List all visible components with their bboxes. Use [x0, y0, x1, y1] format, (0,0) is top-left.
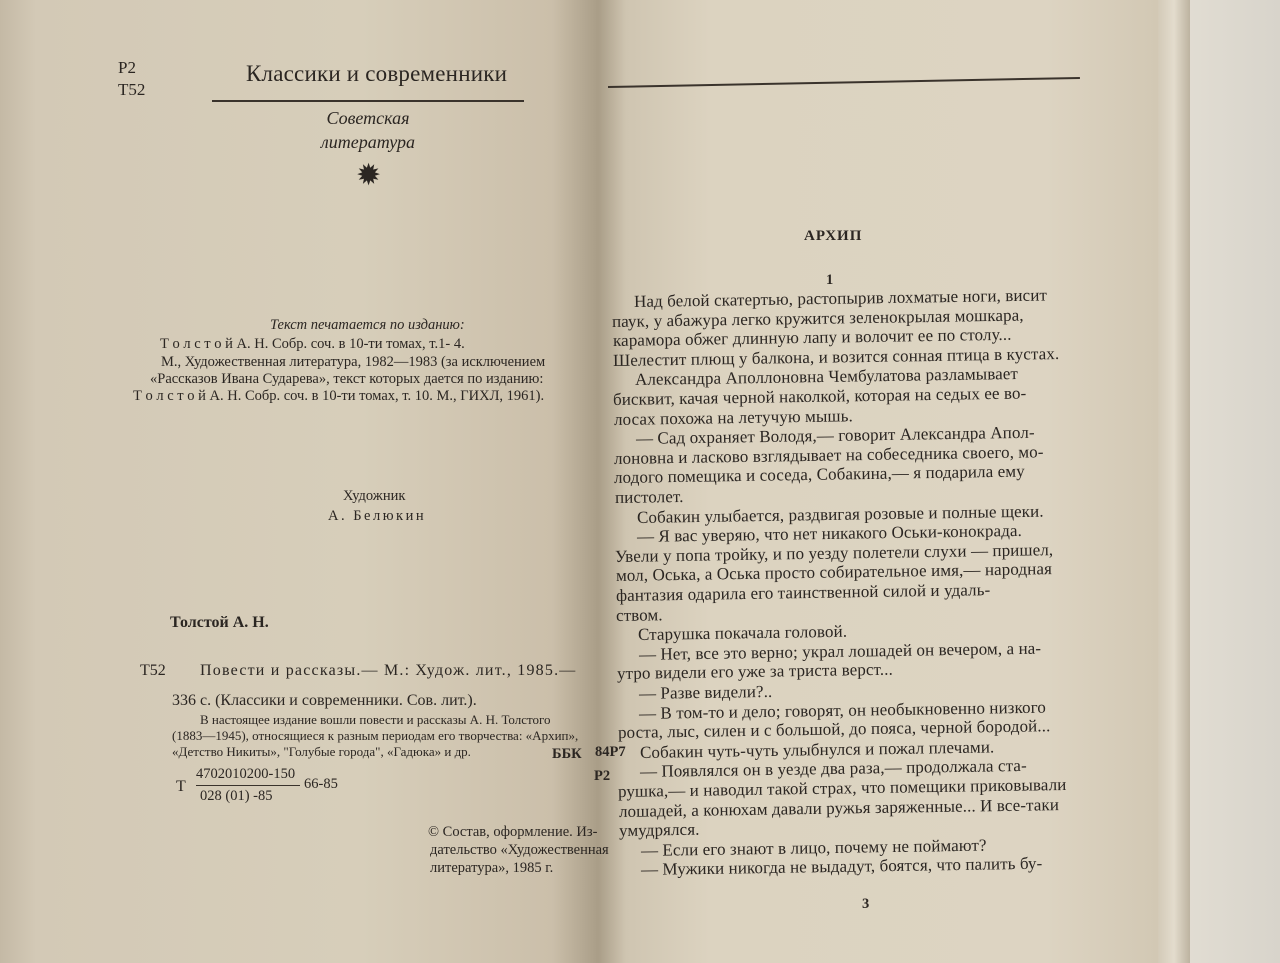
- call-code: Т52: [140, 662, 166, 679]
- annotation-line-2: (1883—1945), относящиеся к разным периодам его творчества: «Архип»,: [172, 728, 579, 743]
- story-line: лошадей, а конюхам давали ружья заряженные... И все-таки: [618, 794, 1059, 821]
- story-line: карамора обжег длинную лапу и волочит ее по столу...: [612, 324, 1012, 351]
- story-line: лодого помещика и соседа, Собакина,— я подарила ему: [614, 461, 1026, 488]
- edition-heading: Текст печатается по изданию:: [270, 317, 465, 333]
- story-line: — Нет, все это верно; украл лошадей он вечером, а на-: [638, 638, 1041, 664]
- edition-line-2: М., Художественная литература, 1982—1983 (за исключением: [161, 354, 546, 370]
- edition-line-1: Т о л с т о й А. Н. Собр. соч. в 10-ти томах, т.1- 4.: [160, 336, 465, 352]
- page-number: 3: [862, 896, 870, 912]
- story-line: — Появлялся он в уезде два раза,— продолжала ста-: [639, 756, 1027, 782]
- formula-numerator: 4702010200-150: [196, 766, 296, 782]
- story-line: утро видели его уже за триста верст...: [616, 660, 893, 684]
- star-ornament-icon: ✹: [356, 159, 382, 192]
- edition-line-4: Т о л с т о й А. Н. Собр. соч. в 10-ти томах, т. 10. М., ГИХЛ, 1961).: [133, 388, 545, 404]
- annotation-line-3: «Детство Никиты», "Голубые города", «Гадюка» и др.: [172, 744, 471, 759]
- artist-name: А. Белюкин: [328, 508, 427, 524]
- edition-line-3: «Рассказов Ивана Сударева», текст которых дается по изданию:: [150, 371, 544, 387]
- story-line: паук, у абажура легко кружится зеленокрылая мошкара,: [612, 305, 1025, 331]
- story-line: лосах похожа на летучую мышь.: [613, 405, 853, 429]
- formula-suffix: 66-85: [304, 776, 338, 792]
- story-line: умудрялся.: [618, 819, 700, 841]
- story-line: роста, лыс, силен и с большой, до пояса, черной бородой...: [617, 716, 1050, 743]
- story-line: пистолет.: [614, 486, 684, 507]
- formula-divider: [196, 785, 300, 786]
- story-line: Шелестит плющ у балкона, и возится сонная птица в кустах.: [612, 343, 1060, 370]
- bbk-label: ББК: [552, 746, 582, 762]
- story-title: АРХИП: [804, 228, 863, 244]
- story-line: Над белой скатертью, растопырив лохматые ноги, висит: [633, 285, 1048, 311]
- story-line: Александра Аполлоновна Чембулатова разламывает: [634, 364, 1019, 390]
- story-line: — Если его знают в лицо, почему не поймают?: [640, 835, 987, 860]
- story-line: фантазия одарила его таинственной силой и удаль-: [615, 580, 991, 605]
- story-line: Собакин чуть-чуть улыбнулся и пожал плечами.: [639, 737, 995, 762]
- artist-label: Художник: [343, 488, 406, 504]
- copyright-line-3: литература», 1985 г.: [430, 860, 554, 876]
- catalog-line-1: Повести и рассказы.— М.: Худож. лит., 1985.—: [200, 662, 577, 679]
- formula-denominator: 028 (01) -85: [200, 788, 273, 804]
- series-subtitle: Советская литература: [320, 108, 416, 152]
- catalog-line-2: 336 с. (Классики и современники. Сов. лит.).: [172, 692, 477, 709]
- story-line: ством.: [615, 604, 663, 625]
- story-line: мол, Оська, а Оська просто собирательное имя,— народная: [615, 559, 1052, 586]
- story-line: — Разве видели?..: [638, 681, 773, 703]
- story-line: рушка,— и наводил такой страх, что помещики приковывали: [618, 774, 1067, 801]
- story-line: — Я вас уверяю, что нет никакого Оськи-конокрада.: [636, 521, 1023, 547]
- story-line: лоновна и ласково взглядывает на собеседника своего, мо-: [613, 442, 1044, 468]
- bbk-code: Р2: [594, 768, 611, 784]
- story-line: Собакин улыбается, раздвигая розовые и полные щеки.: [636, 501, 1044, 527]
- story-line: — Сад охраняет Володя,— говорит Александра Апол-: [635, 422, 1035, 449]
- series-title: Классики и современники: [246, 61, 508, 86]
- story-line: Увели у попа тройку, и по уезду полетели слухи — пришел,: [615, 539, 1054, 566]
- story-line: — Мужики никогда не выдадут, боятся, что палить бу-: [641, 854, 1043, 880]
- series-rule: [212, 100, 524, 102]
- annotation-line-1: В настоящее издание вошли повести и рассказы А. Н. Толстого: [200, 712, 551, 727]
- chapter-number: 1: [826, 272, 834, 288]
- bbk-value: 84Р7: [595, 744, 626, 760]
- story-line: бисквит, качая черной наколкой, которая на седых ее во-: [613, 383, 1027, 409]
- author-name: Толстой А. Н.: [170, 614, 269, 631]
- formula-letter: Т: [176, 778, 186, 795]
- story-line: Старушка покачала головой.: [638, 621, 848, 645]
- copyright-line-1: © Состав, оформление. Из-: [428, 824, 598, 840]
- code-r2: Р2: [118, 58, 136, 77]
- story-line: — В том-то и дело; говорят, он необыкновенно низкого: [639, 697, 1047, 723]
- copyright-line-2: дательство «Художественная: [430, 842, 609, 858]
- code-t52: Т52: [118, 80, 146, 99]
